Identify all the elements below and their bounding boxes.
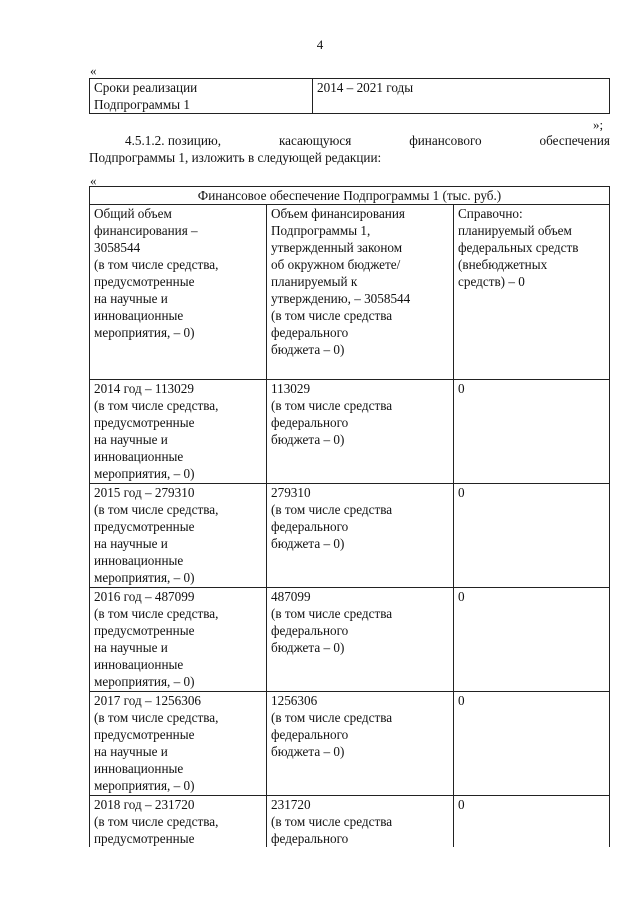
year-federal-cell: 0 [454, 588, 610, 692]
financing-table-header: Финансовое обеспечение Подпрограммы 1 (тыс. руб.) [90, 187, 610, 205]
paragraph-word: касающуюся [278, 133, 352, 148]
year-approved-cell: 113029 (в том числе средства федерального бюджета – 0) [267, 380, 454, 484]
closing-quote-mark: »; [593, 117, 604, 132]
year-federal-cell: 0 [454, 484, 610, 588]
year-total-cell: 2016 год – 487099 (в том числе средства, предусмотренные на научные и инновационные мероприятия, – 0) [90, 588, 267, 692]
financing-table [89, 186, 610, 847]
page-number: 4 [316, 37, 324, 52]
year-total-cell: 2014 год – 113029 (в том числе средства, предусмотренные на научные и инновационные мероприятия, – 0) [90, 380, 267, 484]
year-total-cell: 2017 год – 1256306 (в том числе средства, предусмотренные на научные и инновационные мероприятия, – 0) [90, 692, 267, 796]
table-row [90, 588, 610, 692]
year-federal-cell: 0 [454, 380, 610, 484]
paragraph-word: обеспечения [539, 133, 610, 148]
year-federal-cell: 0 [454, 796, 610, 848]
table-row [90, 205, 610, 380]
year-federal-cell: 0 [454, 692, 610, 796]
paragraph-word: финансового [409, 133, 482, 148]
paragraph-line-1 [89, 132, 610, 149]
amendment-paragraph [89, 132, 610, 166]
opening-quote-mark: « [90, 63, 97, 78]
opening-quote-mark-2: « [90, 173, 97, 188]
approved-volume-cell: Объем финансирования Подпрограммы 1, утвержденный законом об окружном бюджете/ планируемый к утверждению, – 3058544 (в том числе средства федерального бюджета – 0) [267, 205, 454, 380]
year-total-cell: 2018 год – 231720 (в том числе средства, предусмотренные [90, 796, 267, 848]
paragraph-word: 4.5.1.2. позицию, [125, 133, 222, 148]
year-approved-cell: 231720 (в том числе средства федерального [267, 796, 454, 848]
table-row [90, 79, 610, 114]
year-approved-cell: 279310 (в том числе средства федерального бюджета – 0) [267, 484, 454, 588]
implementation-term-table [89, 78, 610, 114]
table-row [90, 484, 610, 588]
year-total-cell: 2015 год – 279310 (в том числе средства, предусмотренные на научные и инновационные мероприятия, – 0) [90, 484, 267, 588]
year-approved-cell: 1256306 (в том числе средства федерального бюджета – 0) [267, 692, 454, 796]
term-value-cell: 2014 – 2021 годы [313, 79, 610, 114]
table-row [90, 380, 610, 484]
year-approved-cell: 487099 (в том числе средства федерального бюджета – 0) [267, 588, 454, 692]
paragraph-line-2: Подпрограммы 1, изложить в следующей редакции: [89, 150, 382, 165]
total-volume-cell: Общий объем финансирования – 3058544 (в том числе средства, предусмотренные на научные и инновационные мероприятия, – 0) [90, 205, 267, 380]
term-label-cell: Сроки реализации Подпрограммы 1 [90, 79, 313, 114]
federal-reference-cell: Справочно: планируемый объем федеральных средств (внебюджетных средств) – 0 [454, 205, 610, 380]
table-row [90, 796, 610, 848]
table-row [90, 692, 610, 796]
table-header-row [90, 187, 610, 205]
